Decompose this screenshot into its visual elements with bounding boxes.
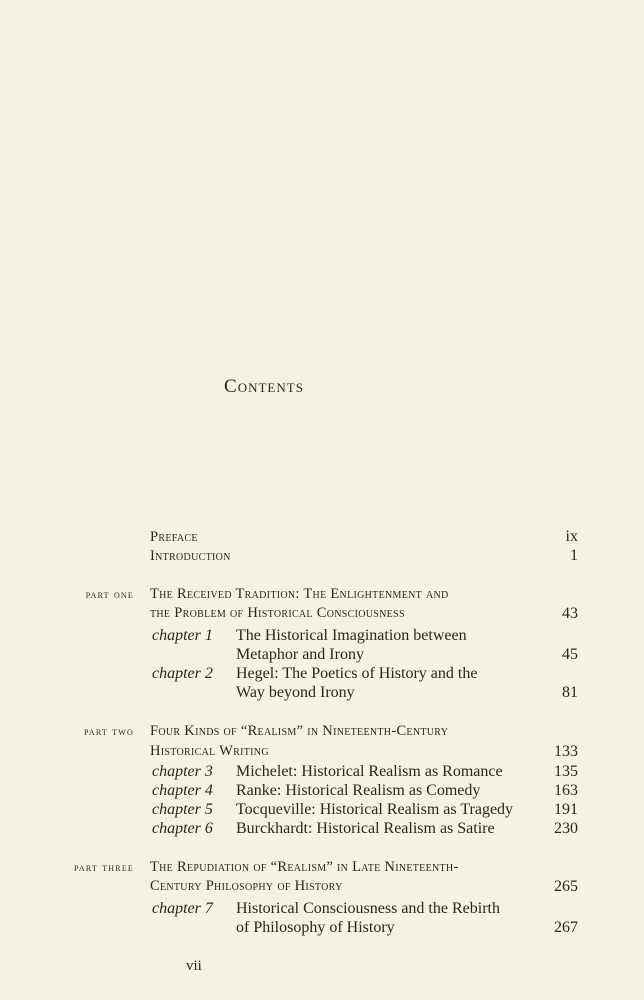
chapter-7-title-line-1: Historical Consciousness and the Rebirth [236, 900, 500, 917]
chapter-4-label: chapter 4 [152, 782, 213, 799]
chapter-7-page: 267 [554, 919, 578, 936]
chapter-2-label: chapter 2 [152, 665, 213, 682]
part-one-title-line-1: The Received Tradition: The Enlightenment and [150, 586, 449, 602]
chapter-5-title: Tocqueville: Historical Realism as Tragedy [236, 801, 514, 818]
chapter-6-title: Burckhardt: Historical Realism as Satire [236, 820, 495, 837]
part-three-title-line-1: The Repudiation of “Realism” in Late Nineteenth- [150, 859, 459, 875]
chapter-2-title-line-2: Way beyond Irony [236, 684, 355, 701]
chapter-4-title: Ranke: Historical Realism as Comedy [236, 782, 481, 799]
chapter-7-title-line-2: of Philosophy of History [236, 919, 395, 936]
chapter-1-page: 45 [562, 646, 578, 663]
part-two-label: part two [83, 724, 134, 738]
part-three-title-line-2: Century Philosophy of History [150, 878, 343, 894]
part-one-page: 43 [562, 605, 578, 622]
chapter-2-title-line-1: Hegel: The Poetics of History and the [236, 665, 478, 682]
part-two-title-line-2: Historical Writing [150, 743, 269, 759]
chapter-1-title-line-2: Metaphor and Irony [236, 646, 364, 663]
chapter-6-page: 230 [554, 820, 578, 837]
page-number: vii [186, 958, 202, 974]
toc-preface-page: ix [565, 528, 578, 545]
page-title: Contents [224, 376, 304, 397]
toc-preface-label: Preface [150, 529, 198, 545]
part-two-page: 133 [554, 743, 578, 760]
chapter-1-label: chapter 1 [152, 627, 213, 644]
chapter-1-title-line-1: The Historical Imagination between [236, 627, 467, 644]
chapter-2-page: 81 [562, 684, 578, 701]
part-two-title-line-1: Four Kinds of “Realism” in Nineteenth-Century [150, 723, 449, 739]
chapter-7-label: chapter 7 [152, 900, 213, 917]
toc-introduction-page: 1 [570, 547, 578, 564]
part-three-page: 265 [554, 878, 578, 895]
part-one-label: part one [85, 587, 134, 601]
chapter-3-label: chapter 3 [152, 763, 213, 780]
toc-introduction-label: Introduction [150, 548, 231, 564]
chapter-3-title: Michelet: Historical Realism as Romance [236, 763, 503, 780]
chapter-5-page: 191 [554, 801, 578, 818]
part-one-title-line-2: the Problem of Historical Consciousness [150, 605, 405, 621]
chapter-5-label: chapter 5 [152, 801, 213, 818]
chapter-3-page: 135 [554, 763, 578, 780]
part-three-label: part three [73, 860, 134, 874]
chapter-4-page: 163 [554, 782, 578, 799]
chapter-6-label: chapter 6 [152, 820, 213, 837]
